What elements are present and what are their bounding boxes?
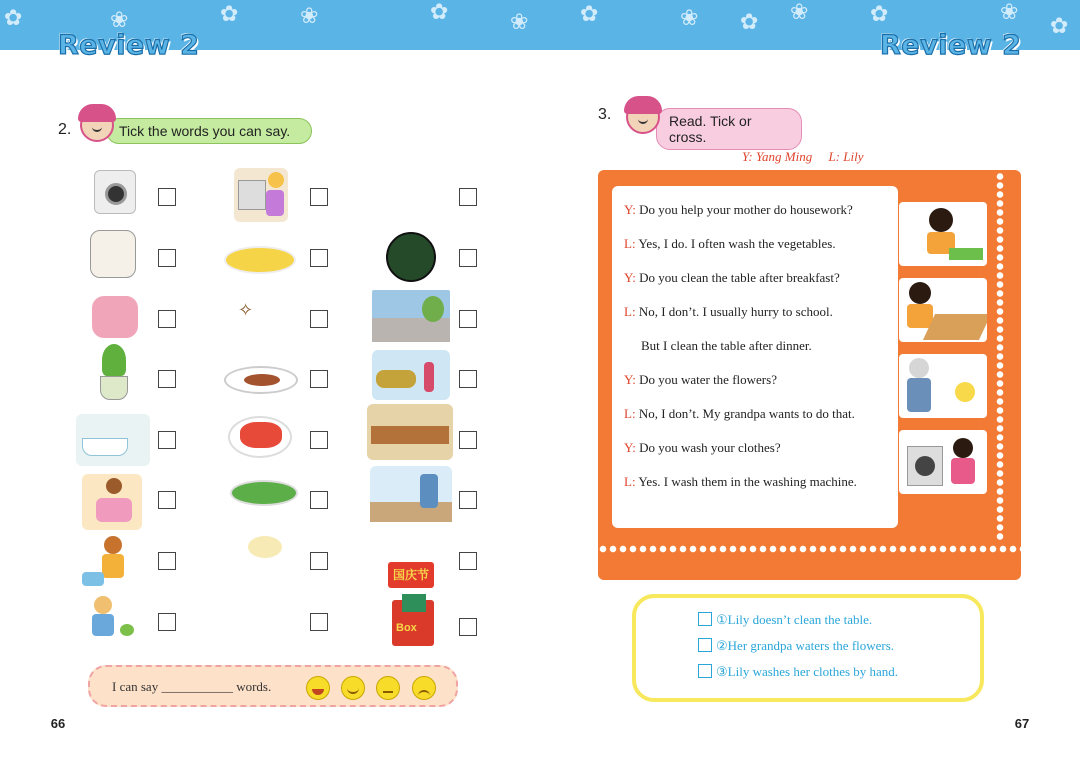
checkbox[interactable]	[310, 491, 328, 509]
girl-mascot-icon	[80, 108, 114, 142]
checkbox[interactable]	[459, 552, 477, 570]
schoolbag-icon	[90, 230, 136, 278]
answer-checkbox[interactable]	[698, 664, 712, 678]
checkbox[interactable]	[158, 310, 176, 328]
happy-face-icon[interactable]	[341, 676, 365, 700]
girl-cleaning-table-icon	[899, 278, 987, 342]
dot-border	[598, 542, 1021, 556]
sad-face-icon[interactable]	[412, 676, 436, 700]
street-scene-icon	[372, 290, 450, 342]
page-number-right: ❀ 67	[1008, 710, 1036, 738]
statement-1: ①Lily doesn’t clean the table.	[698, 612, 872, 628]
checkbox[interactable]	[459, 370, 477, 388]
vertical-dot-border	[994, 172, 1006, 540]
classroom-icon	[367, 404, 453, 460]
flower-icon: ✿	[220, 2, 239, 27]
fish-dish-icon	[224, 366, 298, 394]
flower-icon: ✿	[1050, 14, 1069, 39]
checkbox[interactable]	[459, 491, 477, 509]
checkbox[interactable]	[310, 552, 328, 570]
flower-icon: ✿	[430, 0, 449, 25]
flower-icon: ✿	[4, 6, 23, 31]
flower-icon: ❀	[1000, 0, 1019, 25]
tree-planting-icon	[370, 466, 452, 522]
box-label: Box	[396, 622, 417, 634]
checkbox[interactable]	[158, 491, 176, 509]
flower-icon: ❀	[680, 6, 699, 31]
checkbox[interactable]	[310, 613, 328, 631]
flower-icon: ❀	[790, 0, 809, 25]
statement-2: ②Her grandpa waters the flowers.	[698, 638, 894, 654]
checkbox[interactable]	[459, 249, 477, 267]
flower-icon: ❀	[300, 4, 319, 29]
page-number-left: ❀ 66	[44, 710, 72, 738]
checkbox[interactable]	[310, 431, 328, 449]
girl-with-toys-icon	[80, 534, 146, 592]
dialogue-line: Y: Do you wash your clothes?	[624, 440, 781, 455]
potted-plant-icon	[96, 344, 132, 402]
national-day-sign-icon: 国庆节	[388, 562, 434, 588]
checkbox[interactable]	[459, 310, 477, 328]
dialogue-line: Y: Do you clean the table after breakfast?	[624, 270, 840, 285]
girl-making-bed-icon	[82, 474, 142, 530]
dialogue-line: L: No, I don’t. I usually hurry to school.	[624, 304, 833, 319]
socks-icon	[92, 296, 138, 338]
answer-checkbox[interactable]	[698, 638, 712, 652]
checkbox[interactable]	[158, 370, 176, 388]
egg-icon	[248, 536, 282, 558]
fruit-plate-icon	[228, 416, 292, 458]
dialogue-box	[612, 186, 898, 528]
bathroom-icon	[76, 414, 150, 466]
very-happy-face-icon[interactable]	[306, 676, 330, 700]
flower-icon: ✿	[740, 10, 759, 35]
tick-or-cross-box	[632, 594, 984, 702]
vegetable-plate-icon	[230, 480, 298, 506]
flower-icon: ❀	[510, 10, 529, 35]
washing-machine-icon	[94, 170, 136, 214]
instruction-pill: Tick the words you can say.	[106, 118, 312, 144]
checkbox[interactable]	[158, 431, 176, 449]
dialogue-line: Y: Do you help your mother do housework?	[624, 202, 853, 217]
flower-icon: ✿	[870, 2, 889, 27]
checkbox[interactable]	[459, 188, 477, 206]
instruction-pill-read: Read. Tick or cross.	[656, 108, 802, 150]
checkbox[interactable]	[459, 431, 477, 449]
boy-watering-icon	[86, 594, 142, 650]
dialogue-line: L: No, I don’t. My grandpa wants to do that.	[624, 406, 855, 421]
checkbox[interactable]	[158, 188, 176, 206]
page-title-right: Review 2	[880, 30, 1022, 61]
corn-icon	[224, 246, 296, 274]
answer-checkbox[interactable]	[698, 612, 712, 626]
self-assessment-text: I can say ___________ words.	[112, 679, 272, 694]
flower-icon: ✿	[580, 2, 599, 27]
girl-mascot-icon	[626, 100, 660, 134]
page-title-left: Review 2	[58, 30, 200, 61]
section-number-3: 3.	[598, 106, 612, 123]
statement-3: ③Lily washes her clothes by hand.	[698, 664, 898, 680]
girl-washing-machine-icon	[899, 430, 987, 494]
dialogue-line: But I clean the table after dinner.	[641, 338, 812, 353]
checkbox[interactable]	[158, 249, 176, 267]
checkbox[interactable]	[310, 188, 328, 206]
girl-washing-clothes-icon	[234, 168, 288, 222]
checkbox[interactable]	[310, 249, 328, 267]
checkbox[interactable]	[158, 613, 176, 631]
ant-icon: ✧	[238, 300, 254, 321]
dialogue-line: L: Yes, I do. I often wash the vegetables.	[624, 236, 836, 251]
checkbox[interactable]	[310, 370, 328, 388]
box-icon	[392, 600, 434, 646]
dialogue-line: L: Yes. I wash them in the washing machine.	[624, 474, 857, 489]
car-scene-icon	[372, 350, 450, 400]
grandpa-watering-flowers-icon	[899, 354, 987, 418]
flower-icon: ❀	[110, 8, 129, 33]
neutral-face-icon[interactable]	[376, 676, 400, 700]
self-assessment-bar	[88, 665, 458, 707]
speaker-legend: Y: Yang Ming L: Lily	[742, 149, 864, 164]
checkbox[interactable]	[310, 310, 328, 328]
dialogue-line: Y: Do you water the flowers?	[624, 372, 777, 387]
globe-icon	[386, 232, 436, 282]
checkbox[interactable]	[459, 618, 477, 636]
section-number-2: 2.	[58, 121, 72, 138]
girl-washing-vegetables-icon	[899, 202, 987, 266]
checkbox[interactable]	[158, 552, 176, 570]
